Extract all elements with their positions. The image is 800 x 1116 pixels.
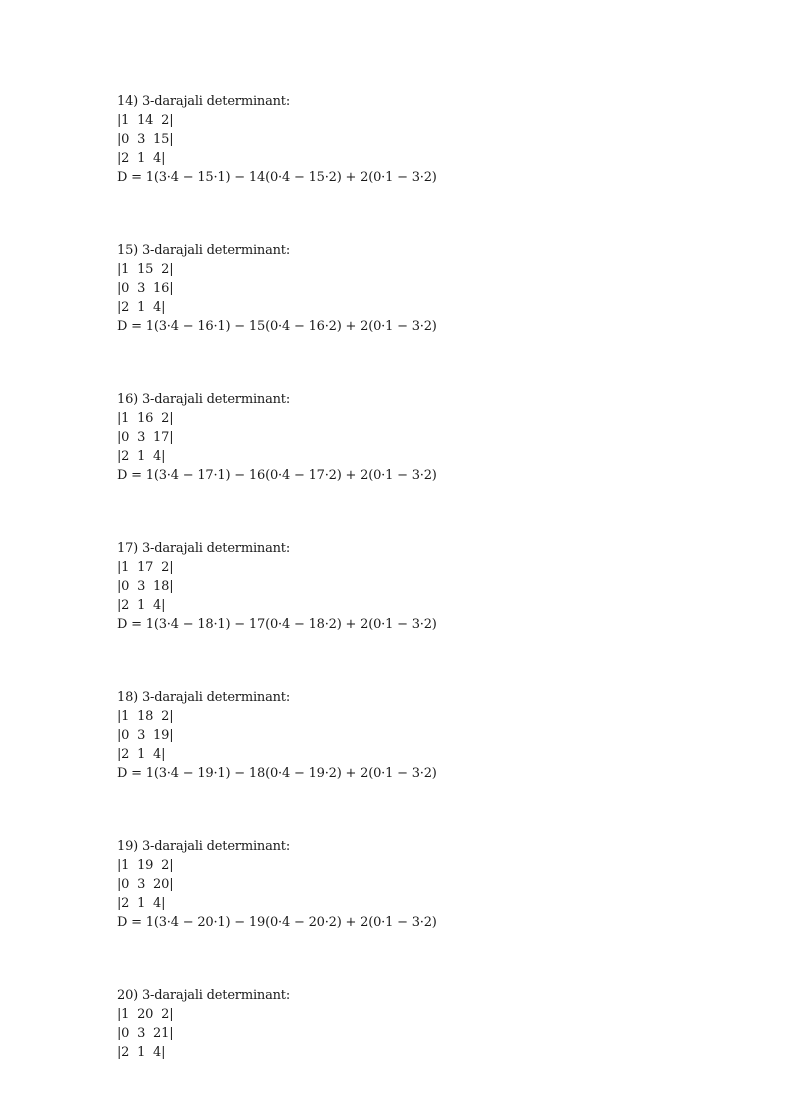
matrix-row-3: |2 1 4| <box>117 300 166 315</box>
block-title: 17) 3-darajali determinant: <box>117 541 291 556</box>
matrix-row-3: |2 1 4| <box>117 747 166 762</box>
matrix-row-2: |0 3 16| <box>117 281 174 296</box>
matrix-row-3: |2 1 4| <box>117 1045 166 1060</box>
determinant-formula: D = 1(3·4 − 16·1) − 15(0·4 − 16·2) + 2(0·1 − 3·2) <box>117 319 437 334</box>
block-title: 18) 3-darajali determinant: <box>117 690 291 705</box>
matrix-row-3: |2 1 4| <box>117 151 166 166</box>
matrix-row-2: |0 3 19| <box>117 728 174 743</box>
matrix-row-2: |0 3 17| <box>117 430 174 445</box>
matrix-row-3: |2 1 4| <box>117 449 166 464</box>
matrix-row-2: |0 3 21| <box>117 1026 174 1041</box>
matrix-row-2: |0 3 15| <box>117 132 174 147</box>
determinant-block-19 <box>117 837 737 932</box>
matrix-row-3: |2 1 4| <box>117 896 166 911</box>
matrix-row-1: |1 15 2| <box>117 262 174 277</box>
determinant-block-20 <box>117 986 737 1062</box>
matrix-row-1: |1 19 2| <box>117 858 174 873</box>
determinant-formula: D = 1(3·4 − 19·1) − 18(0·4 − 19·2) + 2(0·1 − 3·2) <box>117 766 437 781</box>
matrix-row-1: |1 18 2| <box>117 709 174 724</box>
document-page <box>117 92 737 1116</box>
determinant-block-16 <box>117 390 737 485</box>
matrix-row-3: |2 1 4| <box>117 598 166 613</box>
block-title: 15) 3-darajali determinant: <box>117 243 291 258</box>
matrix-row-2: |0 3 18| <box>117 579 174 594</box>
determinant-formula: D = 1(3·4 − 20·1) − 19(0·4 − 20·2) + 2(0·1 − 3·2) <box>117 915 437 930</box>
block-title: 16) 3-darajali determinant: <box>117 392 291 407</box>
determinant-formula: D = 1(3·4 − 17·1) − 16(0·4 − 17·2) + 2(0·1 − 3·2) <box>117 468 437 483</box>
block-title: 19) 3-darajali determinant: <box>117 839 291 854</box>
matrix-row-1: |1 17 2| <box>117 560 174 575</box>
matrix-row-1: |1 16 2| <box>117 411 174 426</box>
matrix-row-2: |0 3 20| <box>117 877 174 892</box>
determinant-block-15 <box>117 241 737 336</box>
determinant-formula: D = 1(3·4 − 15·1) − 14(0·4 − 15·2) + 2(0·1 − 3·2) <box>117 170 437 185</box>
block-title: 20) 3-darajali determinant: <box>117 988 291 1003</box>
determinant-block-14 <box>117 92 737 187</box>
determinant-block-17 <box>117 539 737 634</box>
determinant-block-18 <box>117 688 737 783</box>
determinant-formula: D = 1(3·4 − 18·1) − 17(0·4 − 18·2) + 2(0·1 − 3·2) <box>117 617 437 632</box>
matrix-row-1: |1 14 2| <box>117 113 174 128</box>
matrix-row-1: |1 20 2| <box>117 1007 174 1022</box>
block-title: 14) 3-darajali determinant: <box>117 94 291 109</box>
